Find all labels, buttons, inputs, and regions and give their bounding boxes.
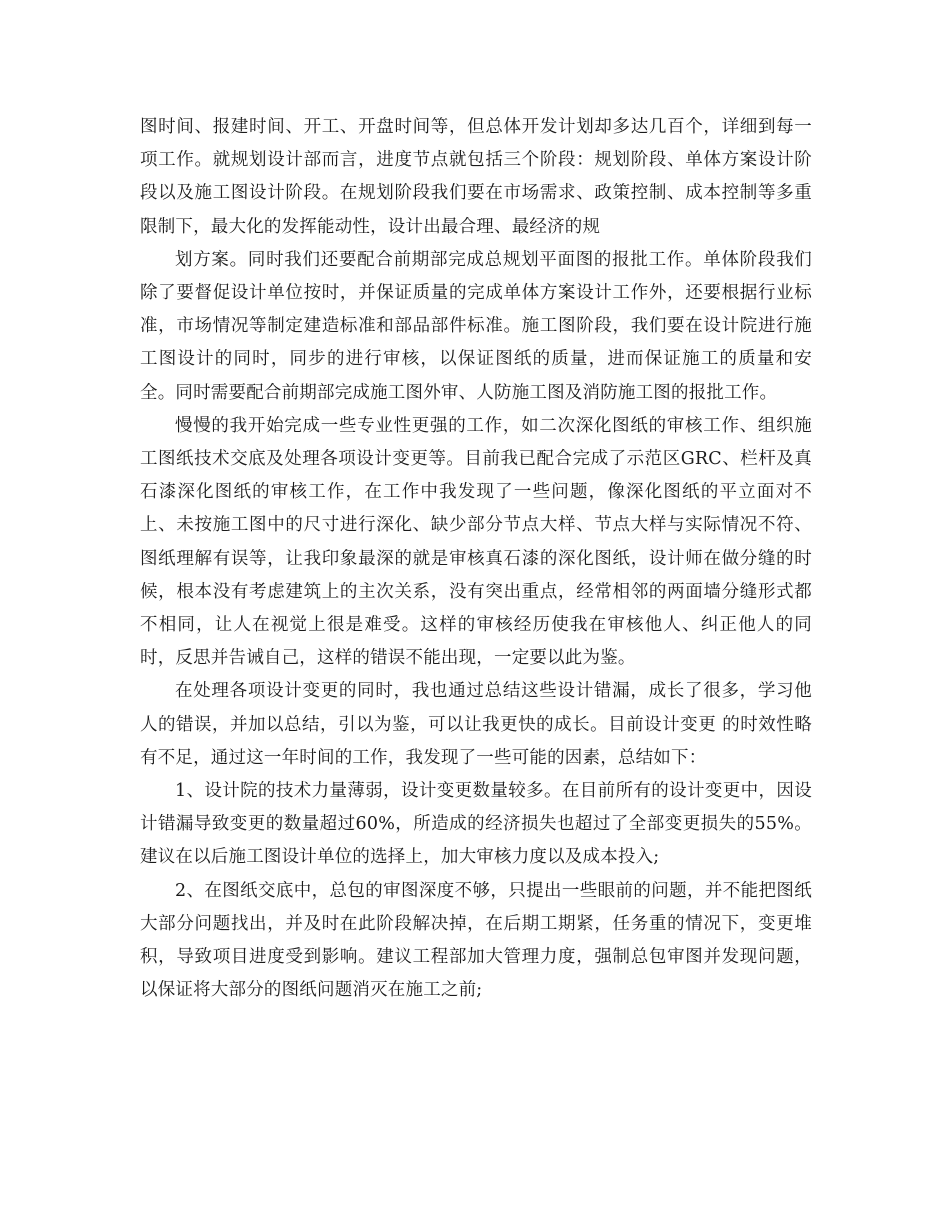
paragraph-2: 划方案。同时我们还要配合前期部完成总规划平面图的报批工作。单体阶段我们除了要督促设计单位按时，并保证质量的完成单体方案设计工作外，还要根据行业标准，市场情况等制定建造标准和部品部件标准。施工图阶段，我们要在设计院进行施工图设计的同时，同步的进行审核，以保证图纸的质量，进而保证施工的质量和安全。同时需要配合前期部完成施工图外审、人防施工图及消防施工图的报批工作。 xyxy=(140,249,812,403)
paragraph-4: 在处理各项设计变更的同时，我也通过总结这些设计错漏，成长了很多，学习他人的错误，并加以总结，引以为鉴，可以让我更快的成长。目前设计变更 的时效性略有不足，通过这一年时间的工作，我发现了一些可能的因素，总结如下： xyxy=(140,681,812,768)
paragraph-3: 慢慢的我开始完成一些专业性更强的工作，如二次深化图纸的审核工作、组织施工图纸技术交底及处理各项设计变更等。目前我已配合完成了示范区GRC、栏杆及真石漆深化图纸的审核工作，在工作中我发现了一些问题，像深化图纸的平立面对不上、未按施工图中的尺寸进行深化、缺少部分节点大样、节点大样与实际情况不符、图纸理解有误等，让我印象最深的就是审核真石漆的深化图纸，设计师在做分缝的时候，根本没有考虑建筑上的主次关系，没有突出重点，经常相邻的两面墙分缝形式都不相同，让人在视觉上很是难受。这样的审核经历使我在审核他人、纠正他人的同时，反思并告诫自己，这样的错误不能出现，一定要以此为鉴。 xyxy=(140,415,812,669)
paragraph-1: 图时间、报建时间、开工、开盘时间等，但总体开发计划却多达几百个，详细到每一项工作。就规划设计部而言，进度节点就包括三个阶段：规划阶段、单体方案设计阶段以及施工图设计阶段。在规划阶段我们要在市场需求、政策控制、成本控制等多重限制下，最大化的发挥能动性，设计出最合理、最经济的规 xyxy=(140,117,812,237)
paragraph-5: 1、设计院的技术力量薄弱，设计变更数量较多。在目前所有的设计变更中，因设计错漏导致变更的数量超过60%，所造成的经济损失也超过了全部变更损失的55%。建议在以后施工图设计单位的选择上，加大审核力度以及成本投入; xyxy=(140,781,812,868)
document-body xyxy=(140,111,812,1007)
paragraph-6: 2、在图纸交底中，总包的审图深度不够，只提出一些眼前的问题，并不能把图纸大部分问题找出，并及时在此阶段解决掉，在后期工期紧，任务重的情况下，变更堆积，导致项目进度受到影响。建议工程部加大管理力度，强制总包审图并发现问题，以保证将大部分的图纸问题消灭在施工之前; xyxy=(140,880,812,1001)
